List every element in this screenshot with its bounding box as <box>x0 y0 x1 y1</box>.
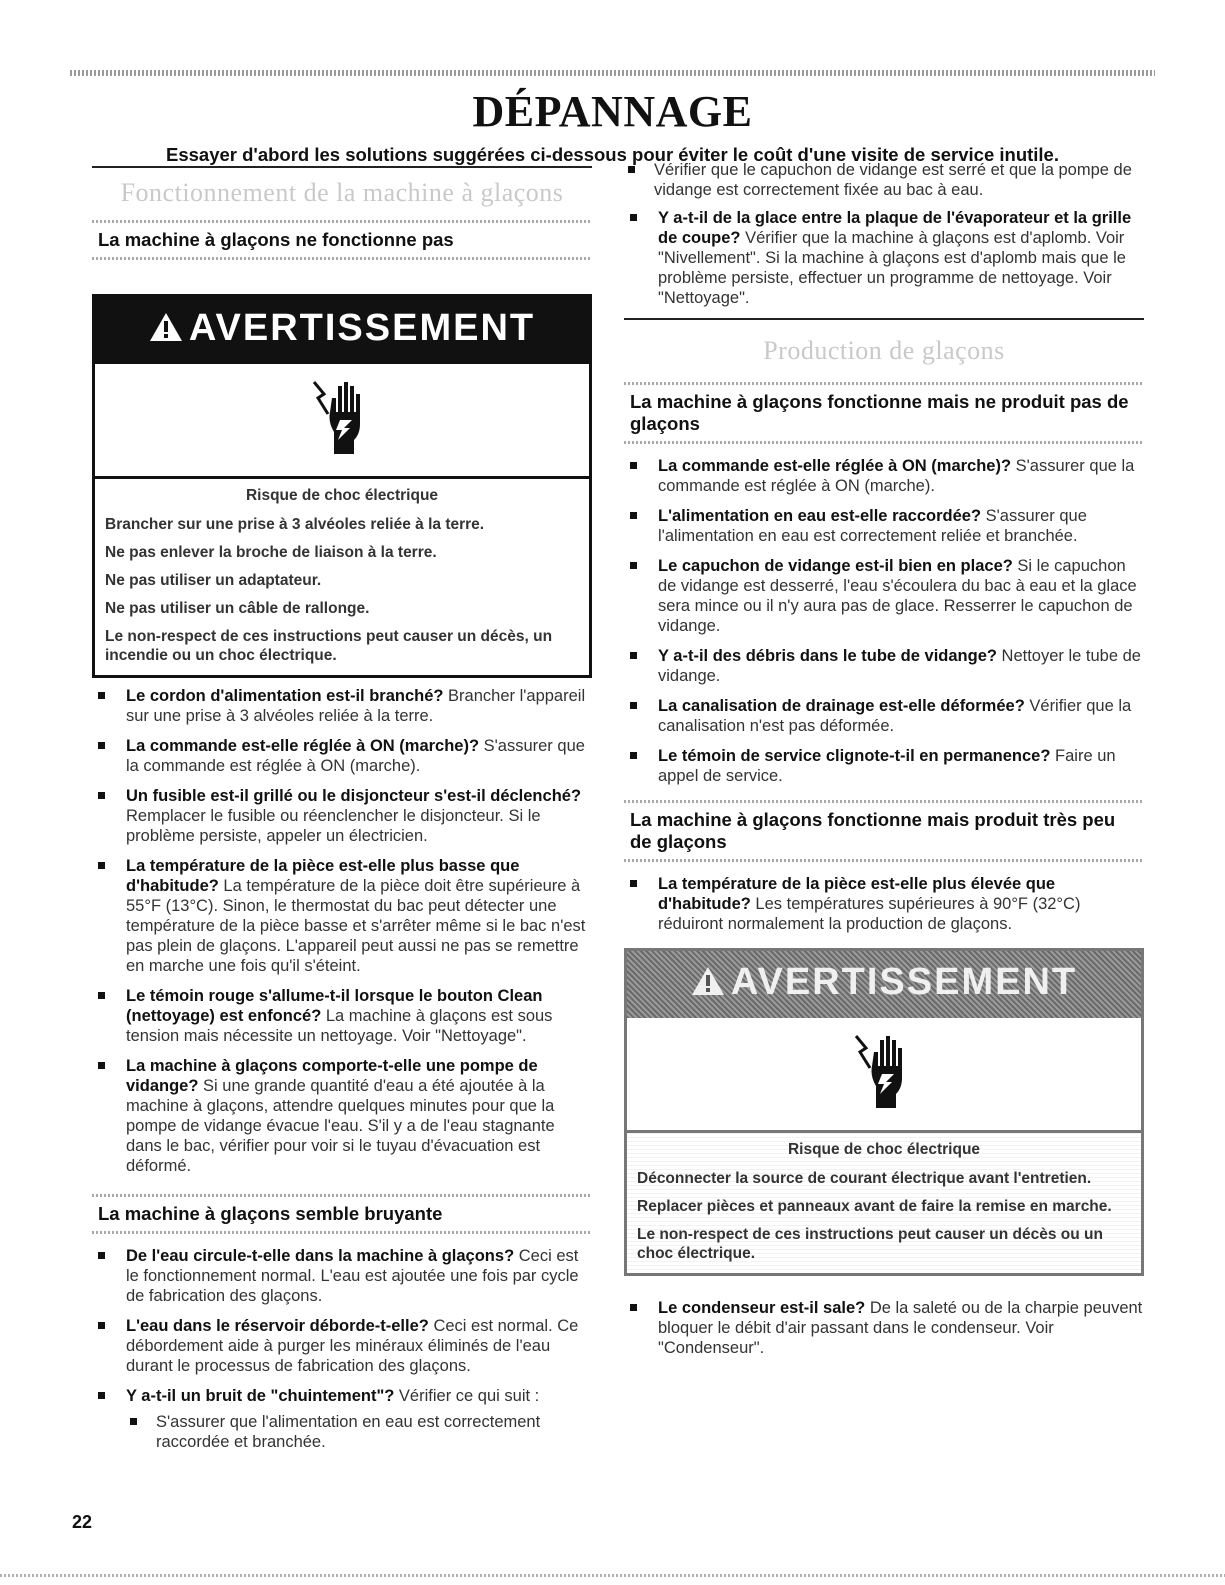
checklist-not-working <box>92 686 592 1176</box>
section-title-production: Production de glaçons <box>763 336 1005 365</box>
warning-label: AVERTISSEMENT <box>188 307 536 349</box>
warning-line: Le non-respect de ces instructions peut causer un décès, un incendie ou un choc électrique. <box>105 628 553 664</box>
sub-list <box>624 160 1144 200</box>
warning-line: Brancher sur une prise à 3 alvéoles reliée à la terre. <box>105 516 485 533</box>
list-item: La température de la pièce est-elle plus élevée que d'habitude? Les températures supérieures à 90°F (32°C) réduiront normalement la production de glaçons. <box>624 874 1144 934</box>
electric-shock-icon <box>310 376 374 460</box>
list-item: La température de la pièce est-elle plus basse que d'habitude? La température de la pièce doit être supérieure à 55°F (13°C). Sinon, le thermostat du bac peut détecter une température de la pièce basse et s'arrêter même si le bac n'est pas plein de glaçons. L'appareil peut aussi ne pas se remettre en marche une fois qu'il s'éteint. <box>92 856 592 976</box>
warning-triangle-icon <box>149 309 183 352</box>
list-item: Y a-t-il de la glace entre la plaque de l'évaporateur et la grille de coupe? Vérifier que la machine à glaçons est d'aplomb. Voir "Nivellement". Si la machine à glaçons est d'aplomb mais que le problème persiste, effectuer un programme de nettoyage. Voir "Nettoyage". <box>624 208 1144 308</box>
checklist-ice-plate <box>624 208 1144 308</box>
subhead-noisy: La machine à glaçons semble bruyante <box>98 1203 443 1224</box>
list-item: L'alimentation en eau est-elle raccordée? S'assurer que l'alimentation en eau est correctement reliée et branchée. <box>624 506 1144 546</box>
warning-line: Le non-respect de ces instructions peut causer un décès ou un choc électrique. <box>637 1226 1103 1262</box>
list-item: L'eau dans le réservoir déborde-t-elle? Ceci est normal. Ce débordement aide à purger les minéraux éliminés de l'eau durant le processus de fabrication des glaçons. <box>92 1316 592 1376</box>
page-number: 22 <box>72 1512 93 1532</box>
section-title-operation: Fonctionnement de la machine à glaçons <box>120 178 564 207</box>
list-item: La machine à glaçons comporte-t-elle une pompe de vidange? Si une grande quantité d'eau a été ajoutée à la machine à glaçons, attendre quelques minutes pour que la pompe de vidange évacue l'eau. S'il y a de l'eau stagnante dans le bac, vérifier pour voir si le tuyau d'évacuation est déformé. <box>92 1056 592 1176</box>
warning-line: Ne pas utiliser un câble de rallonge. <box>105 600 370 617</box>
warning-header <box>95 297 589 364</box>
checklist-condenser <box>624 1298 1144 1358</box>
warning-risk: Risque de choc électrique <box>245 487 439 504</box>
warning-line: Ne pas utiliser un adaptateur. <box>105 572 322 589</box>
list-item: Le cordon d'alimentation est-il branché? Brancher l'appareil sur une prise à 3 alvéoles reliée à la terre. <box>92 686 592 726</box>
warning-label: AVERTISSEMENT <box>730 961 1078 1003</box>
electric-shock-icon <box>852 1030 916 1114</box>
page-title: DÉPANNAGE <box>472 87 753 136</box>
warning-triangle-icon <box>691 963 725 1006</box>
subhead-not-working: La machine à glaçons ne fonctionne pas <box>98 229 454 250</box>
intro-text: Essayer d'abord les solutions suggérées ci-dessous pour éviter le coût d'une visite de service inutile. <box>166 144 1059 165</box>
list-item: Y a-t-il des débris dans le tube de vidange? Nettoyer le tube de vidange. <box>624 646 1144 686</box>
left-column <box>92 166 592 1462</box>
bottom-dotted-rule <box>0 1574 1225 1577</box>
list-item: Y a-t-il un bruit de "chuintement"? Vérifier ce qui suit : S'assurer que l'alimentation en eau est correctement raccordée et branchée. <box>92 1386 592 1452</box>
warning-header <box>627 951 1141 1018</box>
warning-box-1 <box>92 294 592 678</box>
list-item: Vérifier que le capuchon de vidange est serré et que la pompe de vidange est correctement fixée au bac à eau. <box>624 160 1144 200</box>
warning-line: Ne pas enlever la broche de liaison à la terre. <box>105 544 437 561</box>
subhead-no-ice: La machine à glaçons fonctionne mais ne produit pas de glaçons <box>630 391 1129 434</box>
warning-line: Déconnecter la source de courant électrique avant l'entretien. <box>637 1170 1092 1187</box>
list-item: Le témoin de service clignote-t-il en permanence? Faire un appel de service. <box>624 746 1144 786</box>
checklist-no-ice <box>624 456 1144 786</box>
list-item: S'assurer que l'alimentation en eau est correctement raccordée et branchée. <box>126 1412 592 1452</box>
list-item: Un fusible est-il grillé ou le disjoncteur s'est-il déclenché? Remplacer le fusible ou réenclencher le disjoncteur. Si le problème persiste, appeler un électricien. <box>92 786 592 846</box>
list-item: La commande est-elle réglée à ON (marche)? S'assurer que la commande est réglée à ON (marche). <box>624 456 1144 496</box>
list-item: Le témoin rouge s'allume-t-il lorsque le bouton Clean (nettoyage) est enfoncé? La machine à glaçons est sous tension mais nécessite un nettoyage. Voir "Nettoyage". <box>92 986 592 1046</box>
warning-box-2 <box>624 948 1144 1276</box>
checklist-little-ice <box>624 874 1144 934</box>
list-item: Le condenseur est-il sale? De la saleté ou de la charpie peuvent bloquer le débit d'air passant dans le condenseur. Voir "Condenseur". <box>624 1298 1144 1358</box>
subhead-little-ice: La machine à glaçons fonctionne mais produit très peu de glaçons <box>630 809 1116 852</box>
sub-list <box>126 1412 592 1452</box>
top-dotted-rule <box>70 70 1155 76</box>
list-item: Le capuchon de vidange est-il bien en place? Si le capuchon de vidange est desserré, l'eau s'écoulera du bac à eau et la glace sera mince ou il n'y aura pas de glace. Resserrer le capuchon de vidange. <box>624 556 1144 636</box>
list-item: La commande est-elle réglée à ON (marche)? S'assurer que la commande est réglée à ON (marche). <box>92 736 592 776</box>
list-item: La canalisation de drainage est-elle déformée? Vérifier que la canalisation n'est pas déformée. <box>624 696 1144 736</box>
warning-line: Replacer pièces et panneaux avant de faire la remise en marche. <box>637 1198 1112 1215</box>
list-item: De l'eau circule-t-elle dans la machine à glaçons? Ceci est le fonctionnement normal. L'eau est ajoutée une fois par cycle de fabrication des glaçons. <box>92 1246 592 1306</box>
checklist-noisy <box>92 1246 592 1452</box>
warning-risk: Risque de choc électrique <box>787 1141 981 1158</box>
right-column <box>624 161 1144 1368</box>
